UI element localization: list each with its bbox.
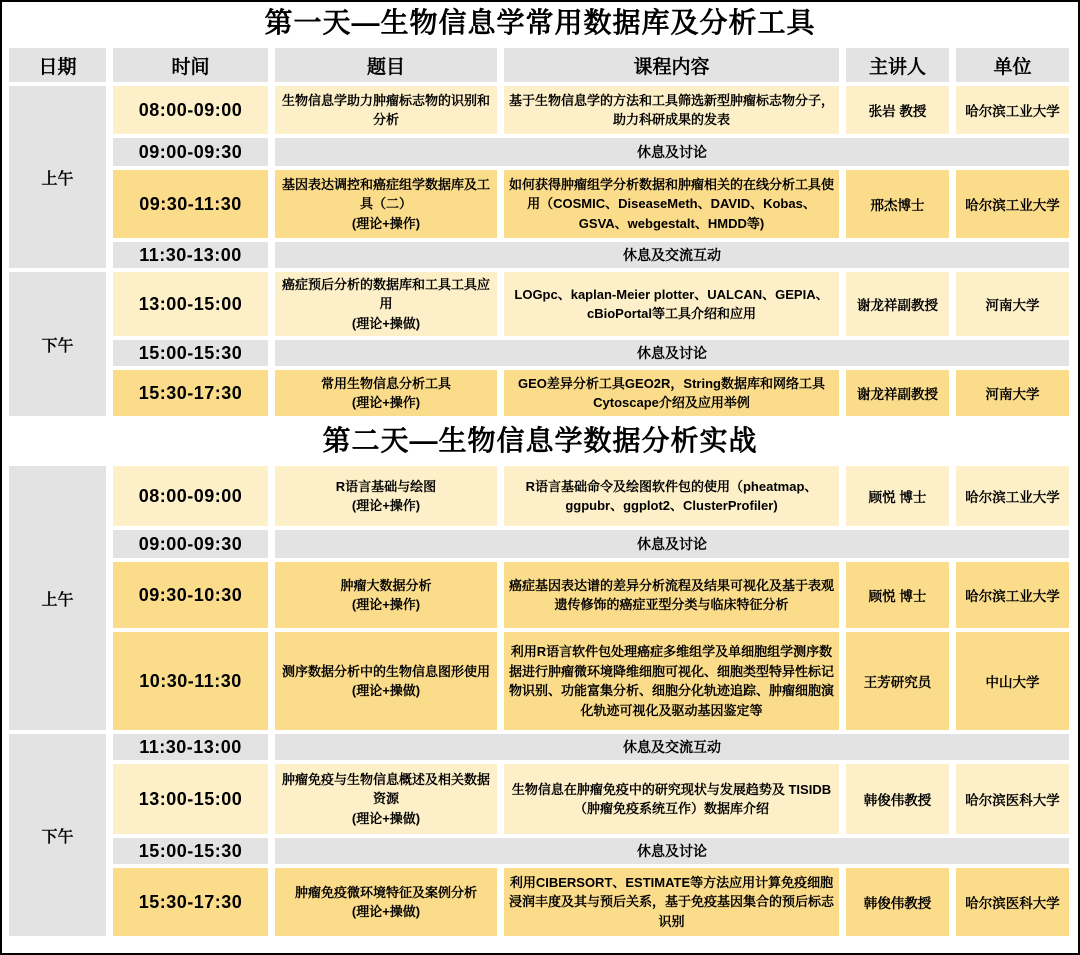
topic-cell [275, 272, 497, 336]
day2-schedule-table [2, 462, 1076, 940]
speaker-cell: 邢杰博士 [846, 170, 949, 238]
content-cell: LOGpc、kaplan-Meier plotter、UALCAN、GEPIA、cBioPortal等工具介绍和应用 [504, 272, 839, 336]
topic-cell [275, 868, 497, 936]
time-cell: 08:00-09:00 [113, 86, 268, 134]
unit-cell: 哈尔滨工业大学 [956, 170, 1069, 238]
session-row [9, 868, 1069, 936]
session-row [9, 562, 1069, 628]
break-row [9, 138, 1069, 166]
time-cell: 11:30-13:00 [113, 242, 268, 268]
period-cell-morning: 上午 [9, 466, 106, 730]
topic-title: 基因表达调控和癌症组学数据库及工具（二） [281, 176, 490, 212]
topic-cell [275, 370, 497, 416]
break-cell: 休息及讨论 [275, 138, 1069, 166]
header-topic: 题目 [275, 48, 497, 82]
session-row [9, 272, 1069, 336]
time-cell: 10:30-11:30 [113, 632, 268, 730]
topic-cell [275, 562, 497, 628]
unit-cell: 哈尔滨工业大学 [956, 86, 1069, 134]
speaker-cell: 张岩 教授 [846, 86, 949, 134]
header-content: 课程内容 [504, 48, 839, 82]
time-cell: 15:30-17:30 [113, 370, 268, 416]
content-cell: 基于生物信息学的方法和工具筛选新型肿瘤标志物分子，助力科研成果的发表 [504, 86, 839, 134]
topic-title: 癌症预后分析的数据库和工具工具应用 [281, 276, 490, 312]
break-row [9, 242, 1069, 268]
topic-cell [275, 632, 497, 730]
break-row [9, 838, 1069, 864]
time-cell: 15:30-17:30 [113, 868, 268, 936]
header-date: 日期 [9, 48, 106, 82]
topic-subtitle: (理论+操作) [351, 597, 421, 612]
speaker-cell: 韩俊伟教授 [846, 764, 949, 834]
time-cell: 13:00-15:00 [113, 272, 268, 336]
topic-title: 生物信息学助力肿瘤标志物的识别和分析 [281, 92, 490, 127]
break-row [9, 340, 1069, 366]
period-cell-afternoon: 下午 [9, 272, 106, 416]
topic-title: 常用生物信息分析工具 [320, 375, 451, 391]
header-time: 时间 [113, 48, 268, 82]
time-cell: 09:00-09:30 [113, 138, 268, 166]
topic-subtitle: (理论+操作) [351, 395, 421, 410]
time-cell: 09:00-09:30 [113, 530, 268, 558]
topic-title: 肿瘤免疫与生物信息概述及相关数据资源 [281, 771, 490, 807]
session-row [9, 632, 1069, 730]
break-cell: 休息及交流互动 [275, 734, 1069, 760]
topic-subtitle: (理论+操做) [351, 904, 421, 919]
time-cell: 11:30-13:00 [113, 734, 268, 760]
topic-subtitle: (理论+操做) [351, 315, 421, 331]
time-cell: 09:30-10:30 [113, 562, 268, 628]
topic-cell [275, 466, 497, 526]
break-cell: 休息及讨论 [275, 530, 1069, 558]
session-row [9, 170, 1069, 238]
time-cell: 13:00-15:00 [113, 764, 268, 834]
period-cell-morning: 上午 [9, 86, 106, 268]
content-cell: 利用CIBERSORT、ESTIMATE等方法应用计算免疫细胞浸润丰度及其与预后关系，基于免疫基因集合的预后标志识别 [504, 868, 839, 936]
topic-title: 测序数据分析中的生物信息图形使用 [281, 663, 490, 679]
period-cell-afternoon: 下午 [9, 734, 106, 936]
unit-cell: 哈尔滨医科大学 [956, 764, 1069, 834]
time-cell: 15:00-15:30 [113, 838, 268, 864]
topic-subtitle: (理论+操作) [351, 498, 421, 513]
break-cell: 休息及讨论 [275, 340, 1069, 366]
content-cell: 如何获得肿瘤组学分析数据和肿瘤相关的在线分析工具使用（COSMIC、DiseaseMeth、DAVID、Kobas、GSVA、webgestalt、HMDD等) [504, 170, 839, 238]
day1-schedule-table [2, 44, 1076, 420]
content-cell: 生物信息在肿瘤免疫中的研究现状与发展趋势及 TISIDB （肿瘤免疫系统互作）数据库介绍 [504, 764, 839, 834]
topic-subtitle: (理论+操做) [351, 683, 421, 698]
speaker-cell: 王芳研究员 [846, 632, 949, 730]
topic-title: R语言基础与绘图 [335, 478, 437, 494]
unit-cell: 河南大学 [956, 370, 1069, 416]
unit-cell: 中山大学 [956, 632, 1069, 730]
speaker-cell: 顾悦 博士 [846, 466, 949, 526]
topic-title: 肿瘤大数据分析 [340, 577, 432, 593]
topic-cell [275, 764, 497, 834]
day1-title: 第一天—生物信息学常用数据库及分析工具 [264, 7, 816, 38]
unit-cell: 哈尔滨医科大学 [956, 868, 1069, 936]
break-cell: 休息及讨论 [275, 838, 1069, 864]
speaker-cell: 谢龙祥副教授 [846, 272, 949, 336]
session-row [9, 764, 1069, 834]
session-row [9, 86, 1069, 134]
topic-title: 肿瘤免疫微环境特征及案例分析 [294, 884, 477, 900]
header-unit: 单位 [956, 48, 1069, 82]
header-speaker: 主讲人 [846, 48, 949, 82]
speaker-cell: 谢龙祥副教授 [846, 370, 949, 416]
session-row [9, 370, 1069, 416]
topic-subtitle: (理论+操做) [351, 810, 421, 826]
break-row [9, 530, 1069, 558]
unit-cell: 哈尔滨工业大学 [956, 466, 1069, 526]
content-cell: GEO差异分析工具GEO2R，String数据库和网络工具Cytoscape介绍及应用举例 [504, 370, 839, 416]
time-cell: 09:30-11:30 [113, 170, 268, 238]
time-cell: 08:00-09:00 [113, 466, 268, 526]
content-cell: R语言基础命令及绘图软件包的使用（pheatmap、ggpubr、ggplot2、ClusterProfiler) [504, 466, 839, 526]
time-cell: 15:00-15:30 [113, 340, 268, 366]
content-cell: 利用R语言软件包处理癌症多维组学及单细胞组学测序数据进行肿瘤微环境降维细胞可视化、细胞类型特异性标记物识别、功能富集分析、细胞分化轨迹追踪、肿瘤细胞演化轨迹可视化及驱动基因鉴定等 [504, 632, 839, 730]
break-row [9, 734, 1069, 760]
speaker-cell: 顾悦 博士 [846, 562, 949, 628]
header-row [9, 48, 1069, 82]
topic-cell [275, 170, 497, 238]
break-cell: 休息及交流互动 [275, 242, 1069, 268]
day2-title: 第二天—生物信息学数据分析实战 [322, 425, 758, 456]
content-cell: 癌症基因表达谱的差异分析流程及结果可视化及基于表观遗传修饰的癌症亚型分类与临床特征分析 [504, 562, 839, 628]
topic-cell [275, 86, 497, 134]
topic-subtitle: (理论+操作) [351, 215, 421, 231]
session-row [9, 466, 1069, 526]
unit-cell: 哈尔滨工业大学 [956, 562, 1069, 628]
unit-cell: 河南大学 [956, 272, 1069, 336]
speaker-cell: 韩俊伟教授 [846, 868, 949, 936]
